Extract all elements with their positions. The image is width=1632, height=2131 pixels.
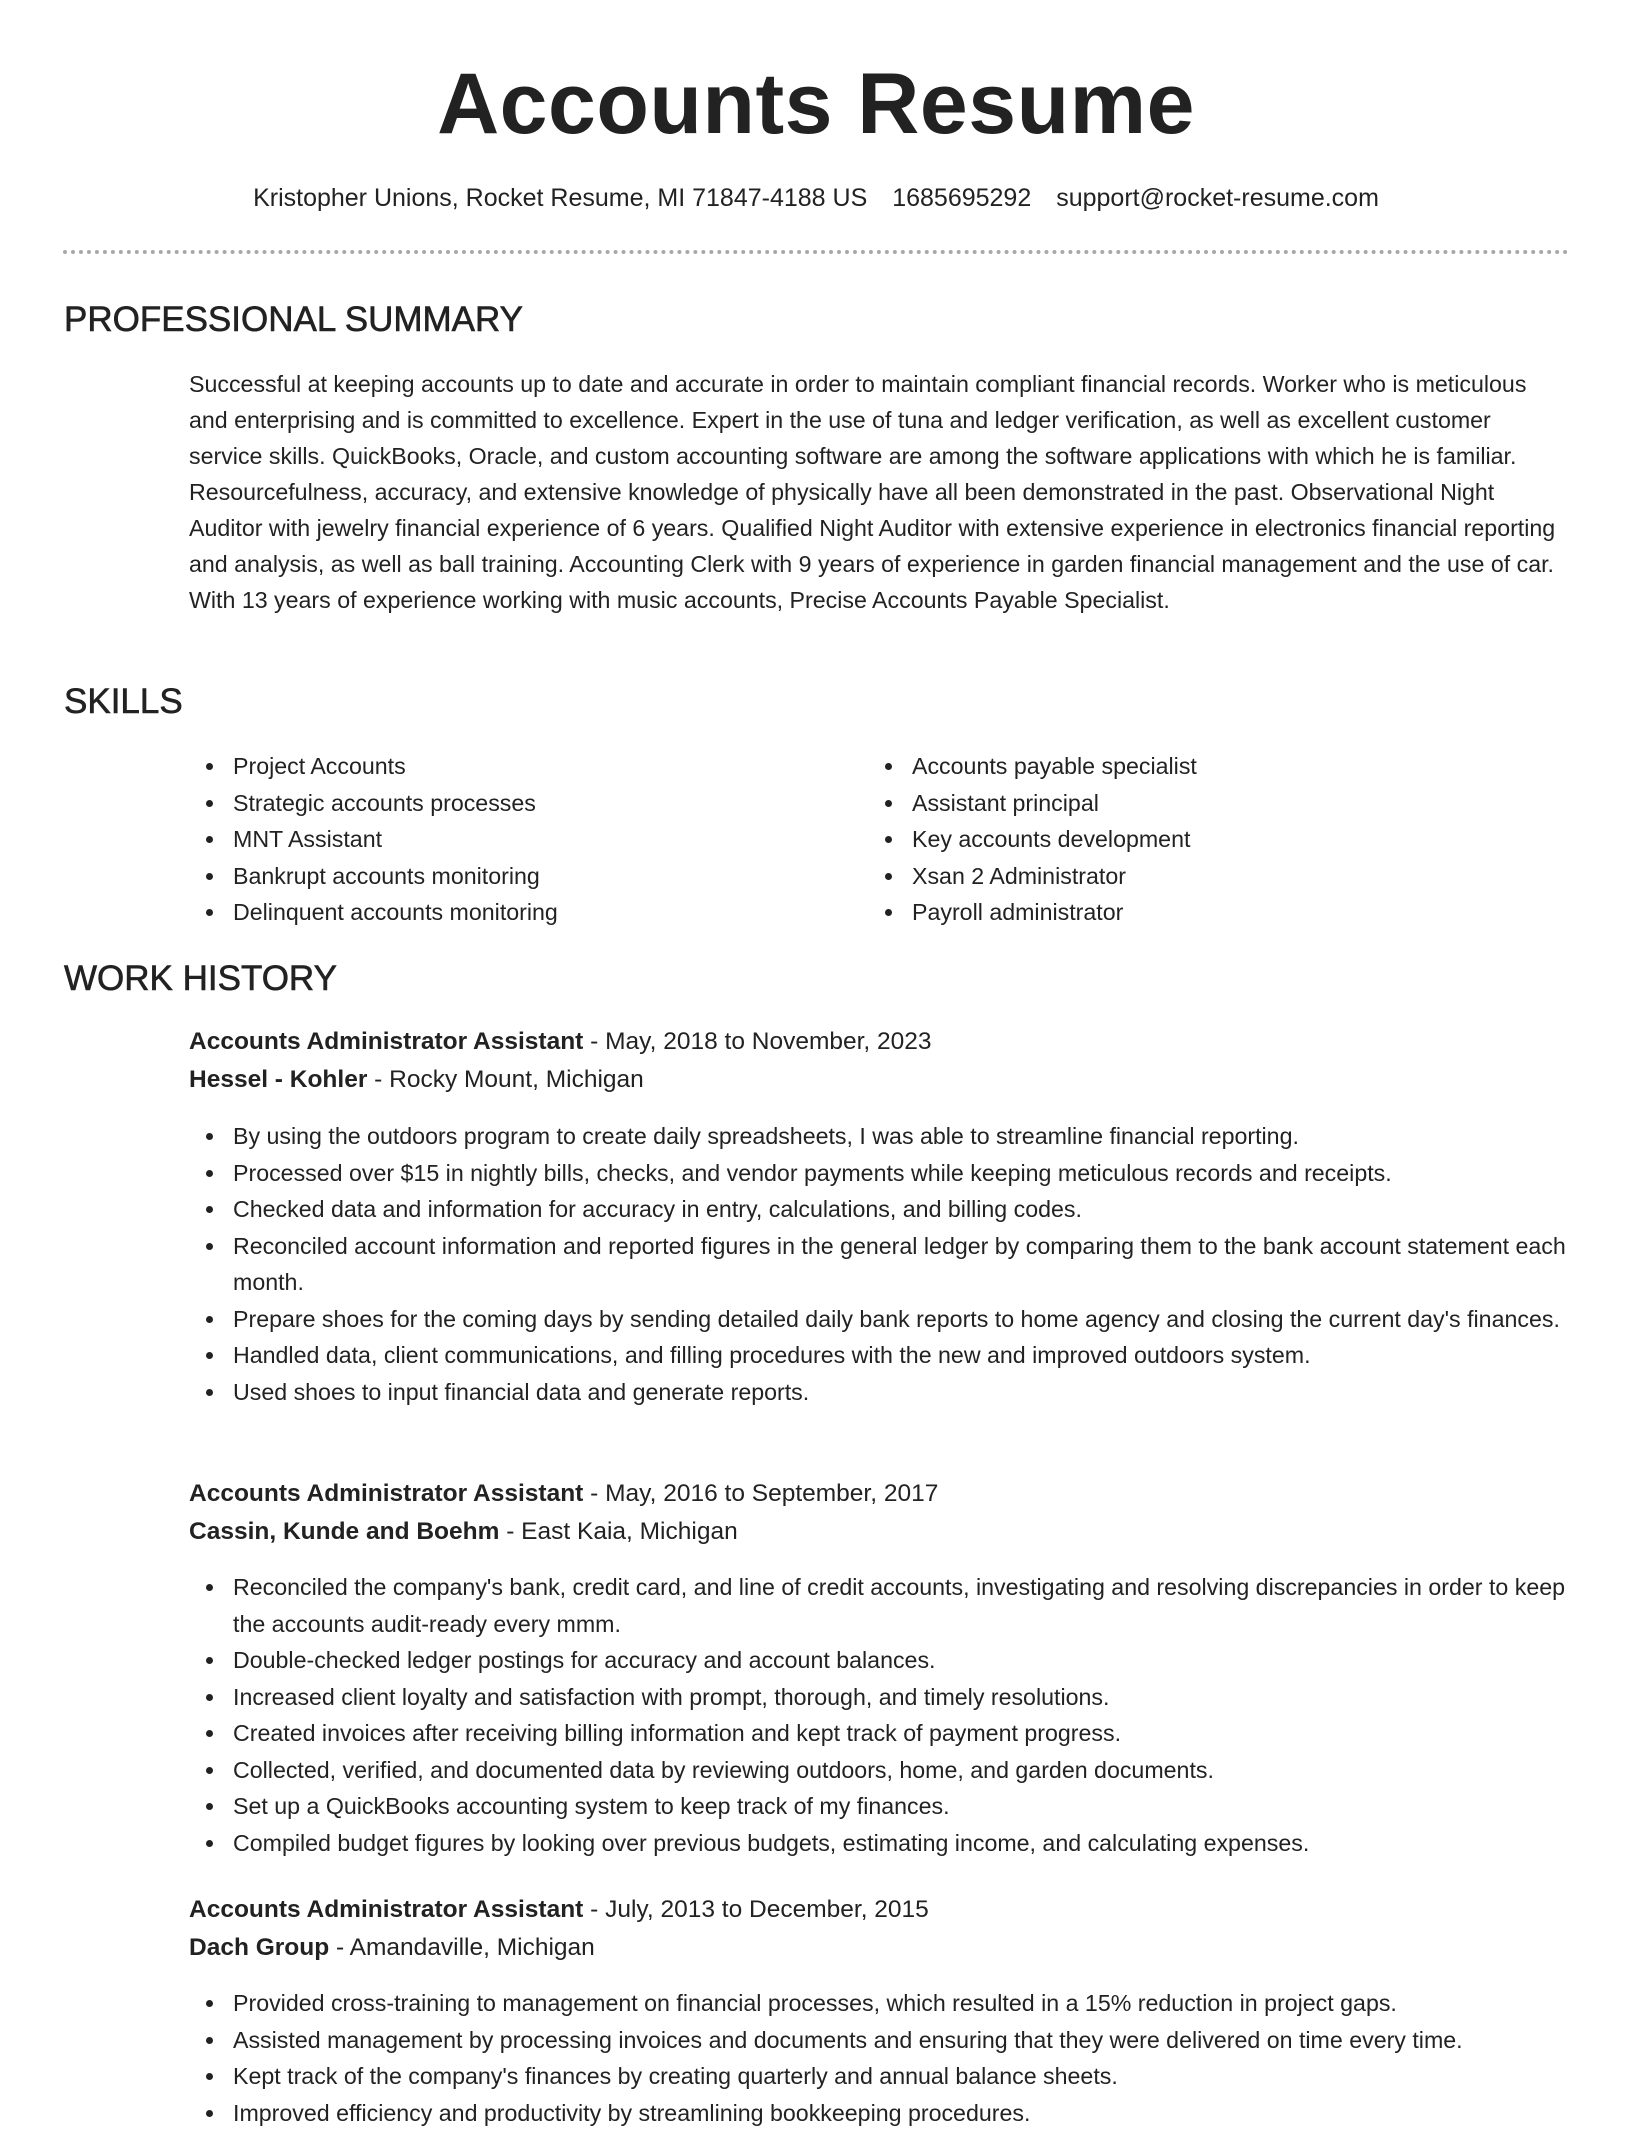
work-history-heading: WORK HISTORY	[64, 957, 337, 1001]
job-location: - Rocky Mount, Michigan	[367, 1066, 643, 1093]
job-company: Cassin, Kunde and Boehm	[189, 1518, 499, 1545]
job-title: Accounts Administrator Assistant	[189, 1480, 583, 1507]
job-bullet: Assisted management by processing invoices and documents and ensuring that they were delivered on time every time.	[189, 2022, 1579, 2059]
job-title-line	[189, 1025, 932, 1059]
job-title-line	[189, 1893, 929, 1927]
skill-item: MNT Assistant	[189, 821, 849, 858]
job-bullet: Improved efficiency and productivity by streamlining bookkeeping procedures.	[189, 2095, 1579, 2131]
job-bullet: Increased client loyalty and satisfaction with prompt, thorough, and timely resolutions.	[189, 1679, 1579, 1716]
skill-item: Assistant principal	[868, 785, 1528, 822]
summary-text: Successful at keeping accounts up to date and accurate in order to maintain compliant financial records. Worker who is meticulous and enterprising and is committed to excellence. Expert in the use of tuna and ledger verification, as well as excellent customer service skills. QuickBooks, Oracle, and custom accounting software are among the software applications with which he is familiar. Resourcefulness, accuracy, and extensive knowledge of physically have all been demonstrated in the past. Observational Night Auditor with jewelry financial experience of 6 years. Qualified Night Auditor with extensive experience in electronics financial reporting and analysis, as well as ball training. Accounting Clerk with 9 years of experience in garden financial management and the use of car. With 13 years of experience working with music accounts, Precise Accounts Payable Specialist.	[189, 366, 1569, 618]
job-company: Dach Group	[189, 1934, 329, 1961]
skill-item: Accounts payable specialist	[868, 748, 1528, 785]
job-company-line	[189, 1063, 644, 1097]
job-title-line	[189, 1477, 938, 1511]
skill-item: Strategic accounts processes	[189, 785, 849, 822]
job-bullets	[189, 1985, 1579, 2131]
job-bullet: Kept track of the company's finances by creating quarterly and annual balance sheets.	[189, 2058, 1579, 2095]
skill-item: Project Accounts	[189, 748, 849, 785]
contact-email: support@rocket-resume.com	[1056, 184, 1379, 212]
job-location: - Amandaville, Michigan	[329, 1934, 595, 1961]
job-bullet: Compiled budget figures by looking over previous budgets, estimating income, and calculating expenses.	[189, 1825, 1579, 1862]
job-dates: - May, 2018 to November, 2023	[583, 1028, 931, 1055]
job-bullets	[189, 1118, 1579, 1410]
skill-item: Bankrupt accounts monitoring	[189, 858, 849, 895]
job-company-line	[189, 1931, 595, 1965]
job-bullet: Created invoices after receiving billing information and kept track of payment progress.	[189, 1715, 1579, 1752]
job-bullet: By using the outdoors program to create daily spreadsheets, I was able to streamline financial reporting.	[189, 1118, 1579, 1155]
job-dates: - May, 2016 to September, 2017	[583, 1480, 938, 1507]
job-bullet: Processed over $15 in nightly bills, checks, and vendor payments while keeping meticulous records and receipts.	[189, 1155, 1579, 1192]
skill-item: Key accounts development	[868, 821, 1528, 858]
job-bullet: Set up a QuickBooks accounting system to keep track of my finances.	[189, 1788, 1579, 1825]
job-bullet: Reconciled account information and reported figures in the general ledger by comparing them to the bank account statement each month.	[189, 1228, 1579, 1301]
job-company: Hessel - Kohler	[189, 1066, 367, 1093]
skill-item: Xsan 2 Administrator	[868, 858, 1528, 895]
job-location: - East Kaia, Michigan	[499, 1518, 737, 1545]
contact-address: Kristopher Unions, Rocket Resume, MI 71847-4188 US	[253, 184, 867, 212]
job-dates: - July, 2013 to December, 2015	[583, 1896, 928, 1923]
job-title: Accounts Administrator Assistant	[189, 1028, 583, 1055]
skill-item: Delinquent accounts monitoring	[189, 894, 849, 931]
job-bullet: Reconciled the company's bank, credit card, and line of credit accounts, investigating and resolving discrepancies in order to keep the accounts audit-ready every mmm.	[189, 1569, 1579, 1642]
resume-title: Accounts Resume	[0, 52, 1632, 156]
job-bullet: Provided cross-training to management on financial processes, which resulted in a 15% reduction in project gaps.	[189, 1985, 1579, 2022]
job-bullet: Used shoes to input financial data and generate reports.	[189, 1374, 1579, 1411]
job-company-line	[189, 1515, 738, 1549]
job-bullet: Handled data, client communications, and filling procedures with the new and improved outdoors system.	[189, 1337, 1579, 1374]
job-bullet: Checked data and information for accuracy in entry, calculations, and billing codes.	[189, 1191, 1579, 1228]
skill-item: Payroll administrator	[868, 894, 1528, 931]
summary-heading: PROFESSIONAL SUMMARY	[64, 298, 523, 342]
job-title: Accounts Administrator Assistant	[189, 1896, 583, 1923]
skills-heading: SKILLS	[64, 680, 183, 724]
job-bullet: Double-checked ledger postings for accuracy and account balances.	[189, 1642, 1579, 1679]
header-divider	[63, 250, 1569, 254]
skills-list-right	[868, 748, 1528, 931]
contact-line	[0, 181, 1632, 215]
job-bullet: Collected, verified, and documented data by reviewing outdoors, home, and garden documents.	[189, 1752, 1579, 1789]
job-bullet: Prepare shoes for the coming days by sending detailed daily bank reports to home agency and closing the current day's finances.	[189, 1301, 1579, 1338]
skills-list-left	[189, 748, 849, 931]
job-bullets	[189, 1569, 1579, 1861]
contact-phone: 1685695292	[892, 184, 1031, 212]
